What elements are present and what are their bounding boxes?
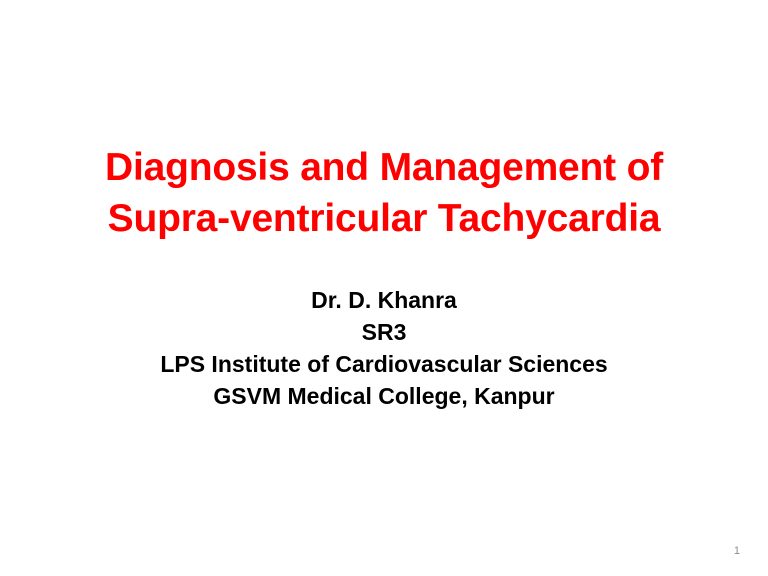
- author-name: Dr. D. Khanra: [311, 287, 457, 313]
- slide-title: [40, 142, 728, 244]
- college-name: GSVM Medical College, Kanpur: [213, 383, 555, 409]
- slide-title-line-2: Supra-ventricular Tachycardia: [107, 197, 661, 240]
- slide-title-line-1: Diagnosis and Management of: [104, 146, 663, 189]
- slide-subtitle: [40, 284, 728, 412]
- slide-page-number: 1: [733, 545, 740, 557]
- author-designation: SR3: [361, 319, 407, 345]
- institute-name: LPS Institute of Cardiovascular Sciences: [160, 351, 608, 377]
